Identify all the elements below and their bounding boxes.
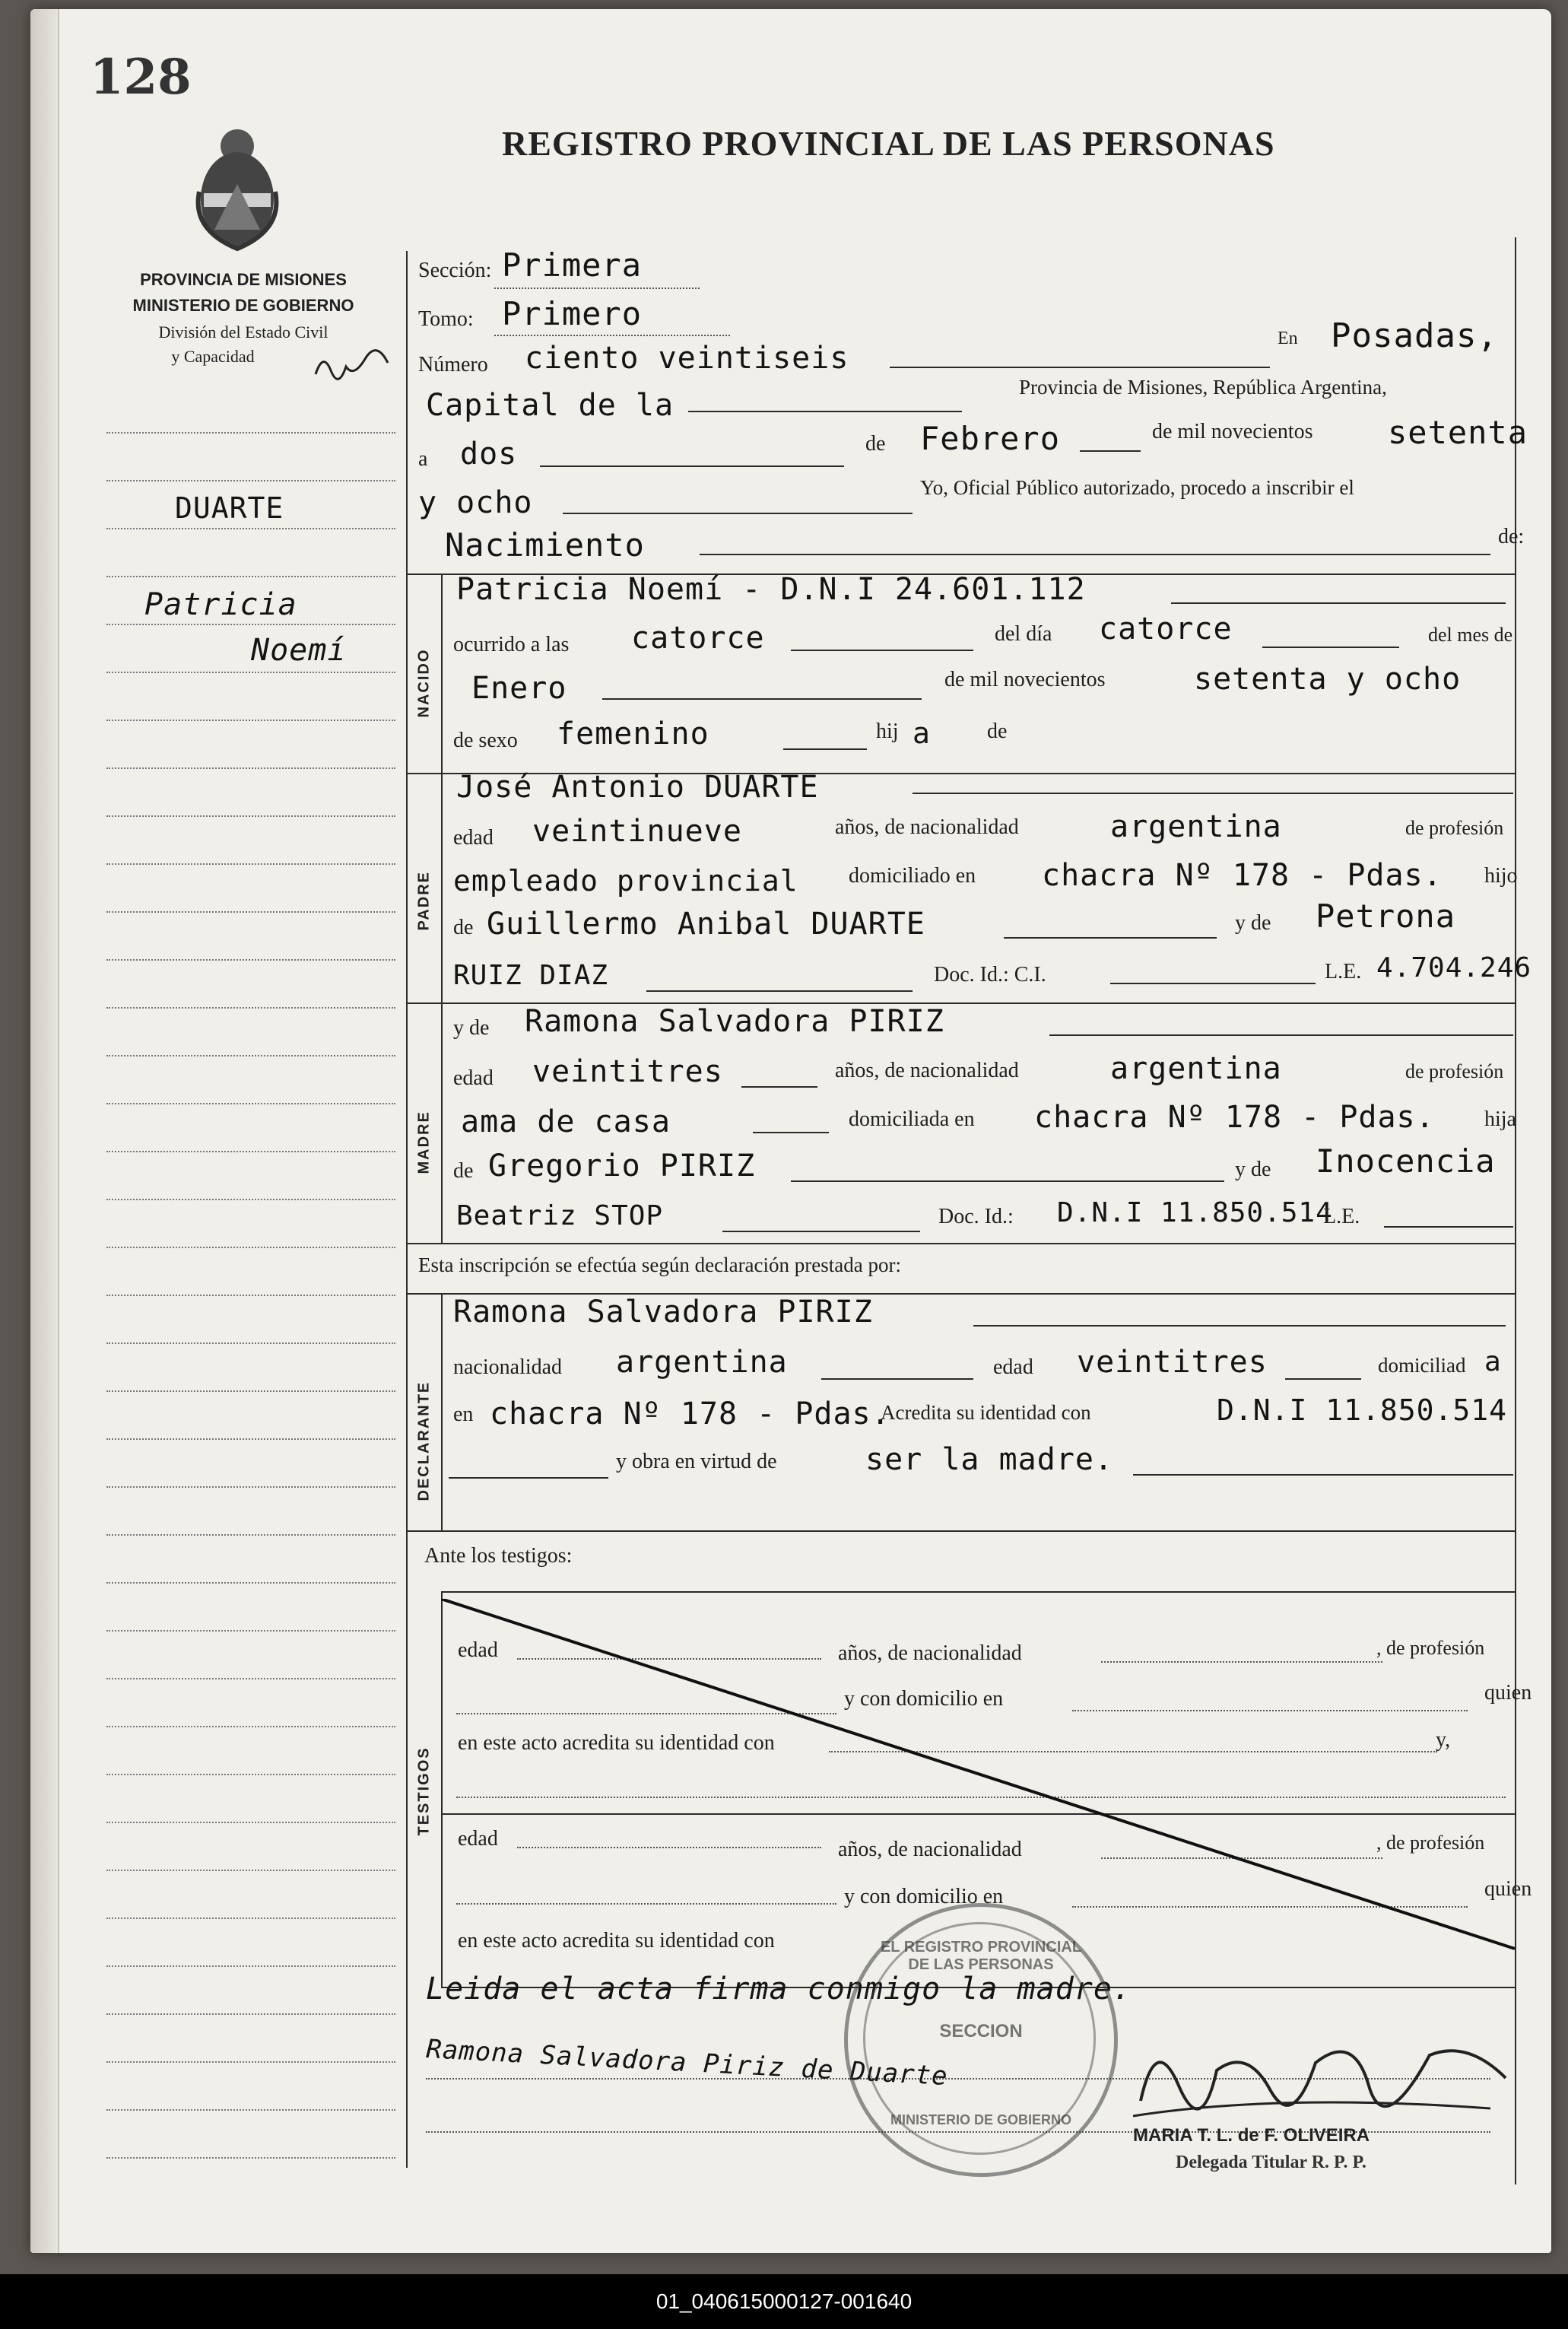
sidebar-ruled-line: [106, 1774, 395, 1775]
seccion-label: Sección:: [418, 259, 492, 282]
day-of-birth-value: catorce: [1099, 612, 1233, 647]
declarante-acredita-value: D.N.I 11.850.514: [1217, 1393, 1508, 1427]
declarante-obra-value: ser la madre.: [865, 1442, 1114, 1477]
sidebar-ruled-line: [106, 1007, 395, 1009]
madre-le-line: [1384, 1226, 1513, 1228]
sidebar-given-name-2: Noemí: [251, 633, 347, 668]
declarante-edad-line: [1285, 1378, 1361, 1380]
nacido-name-line: [1171, 602, 1506, 604]
sidebar-ruled-line: [106, 1390, 395, 1392]
mother-signature: Ramona Salvadora Piriz de Duarte: [425, 2034, 949, 2092]
declarante-nac-line: [821, 1378, 973, 1380]
sidebar-surname: DUARTE: [175, 491, 284, 525]
sidebar-ruled-line: [106, 815, 395, 817]
madre-tab: MADRE: [415, 1110, 433, 1174]
sexo-value: femenino: [557, 716, 709, 751]
padre-father-line: [1004, 937, 1217, 939]
sidebar-ruled-line: [106, 959, 395, 961]
madre-y-de-label-2: y de: [1235, 1158, 1271, 1181]
sidebar-ruled-line: [106, 2061, 395, 2063]
hour-line: [791, 650, 973, 651]
sexo-label: de sexo: [453, 729, 518, 752]
sidebar-ruled-line: [106, 576, 395, 577]
declarante-nac-label: nacionalidad: [453, 1355, 563, 1379]
sidebar-ruled-line: [106, 1534, 395, 1536]
declarante-obra-line-2: [1133, 1474, 1513, 1476]
padre-mother-value-2: RUIZ DIAZ: [453, 960, 609, 991]
padre-mother-line: [646, 990, 913, 992]
madre-hija-label: hija: [1484, 1107, 1516, 1131]
madre-prof-line: [753, 1132, 829, 1133]
sidebar-ruled-line: [106, 1055, 395, 1056]
official-name: MARIA T. L. de F. OLIVEIRA: [1133, 2125, 1370, 2146]
sidebar-ruled-line: [106, 1199, 395, 1200]
left-column-rule: [406, 251, 408, 2168]
testigos-intro: Ante los testigos:: [424, 1544, 573, 1568]
image-id-caption: 01_040615000127-001640: [0, 2274, 1568, 2329]
padre-tab: PADRE: [415, 870, 433, 931]
padre-name-line: [913, 793, 1513, 794]
padre-edad-label: edad: [453, 826, 494, 850]
sidebar-ruled-line: [106, 1630, 395, 1632]
madre-nac-label: años, de nacionalidad: [835, 1059, 1019, 1082]
tomo-label: Tomo:: [418, 307, 474, 331]
stamp-bottom-text: MINISTERIO DE GOBIERNO: [890, 2112, 1072, 2127]
madre-father-value: Gregorio PIRIZ: [488, 1149, 756, 1184]
hija-label: hij: [876, 720, 899, 743]
sidebar-ruled-line: [106, 911, 395, 913]
declarante-tab-rule: [441, 1293, 443, 1530]
del-dia-label: del día: [995, 622, 1052, 646]
padre-name-value: José Antonio DUARTE: [456, 770, 819, 805]
month-value: Febrero: [920, 420, 1061, 457]
madre-bottom-rule: [406, 1243, 1516, 1244]
sidebar-ruled-line: [106, 480, 395, 481]
declarante-name-line: [973, 1325, 1506, 1327]
declarante-edad-label: edad: [993, 1355, 1033, 1379]
act-value: Nacimiento: [445, 526, 645, 564]
sidebar-ruled-line: [106, 1822, 395, 1823]
padre-le-value: 4.704.246: [1376, 952, 1532, 983]
day-value: dos: [460, 437, 518, 472]
declarante-obra-label: y obra en virtud de: [616, 1450, 777, 1473]
sidebar-division: División del Estado Civil: [158, 323, 329, 342]
nacido-de-label: de: [987, 720, 1008, 743]
tomo-line: [494, 335, 730, 336]
padre-father-value: Guillermo Anibal DUARTE: [487, 907, 925, 942]
declarante-dom-value: chacra Nº 178 - Pdas.: [490, 1396, 890, 1431]
numero-label: Número: [418, 353, 488, 377]
page-title: REGISTRO PROVINCIAL DE LAS PERSONAS: [502, 124, 1275, 163]
month-of-birth-line: [602, 698, 922, 700]
year-line: [563, 513, 913, 514]
madre-y-de-label: y de: [453, 1016, 490, 1040]
hour-value: catorce: [631, 621, 765, 656]
testigo1-edad-label: edad: [458, 1638, 498, 1662]
nacido-tab: NACIDO: [415, 648, 433, 718]
closing-statement: Leida el acta firma conmigo la madre.: [426, 1972, 1132, 2006]
madre-edad-label: edad: [453, 1066, 494, 1090]
sidebar-capacity: y Capacidad: [171, 347, 255, 366]
capital-value: Capital de la: [426, 388, 674, 423]
day-line: [540, 465, 844, 467]
capital-line: [688, 411, 962, 412]
sexo-line: [783, 748, 867, 750]
page-number: 128: [90, 49, 192, 106]
numero-value: ciento veintiseis: [525, 341, 849, 376]
madre-father-line: [791, 1180, 1224, 1182]
mil-label: de mil novecientos: [1152, 420, 1313, 443]
padre-hijo-label: hijo: [1484, 864, 1518, 888]
coat-of-arms-icon: [192, 123, 283, 253]
del-mes-label: del mes de: [1428, 624, 1513, 646]
testigos-tab: TESTIGOS: [415, 1746, 433, 1836]
sidebar-ruled-line: [106, 720, 395, 721]
madre-prof-label: de profesión: [1405, 1060, 1504, 1082]
sidebar-ruled-line: [106, 672, 395, 673]
madre-name-line: [1049, 1034, 1513, 1036]
madre-doc-value: D.N.I 11.850.514: [1057, 1197, 1333, 1228]
padre-dom-label: domiciliado en: [849, 864, 976, 888]
act-line: [700, 554, 1490, 555]
official-signature-icon: [1125, 2017, 1521, 2131]
sidebar-ruled-line: [106, 1678, 395, 1679]
sidebar-ruled-line: [106, 1870, 395, 1871]
sidebar-ruled-line: [106, 767, 395, 769]
year-value-2: y ocho: [418, 485, 533, 520]
sidebar-given-name-1: Patricia: [144, 587, 297, 622]
padre-tab-rule: [441, 773, 443, 1002]
page-binding: [30, 9, 59, 2253]
padre-edad-value: veintinueve: [532, 814, 742, 849]
official-stamp: [844, 1903, 1118, 2177]
madre-mother-value-2: Beatriz STOP: [456, 1200, 664, 1231]
provincia-text: Provincia de Misiones, República Argentina,: [1019, 376, 1387, 399]
seccion-value: Primera: [502, 246, 643, 284]
madre-doc-label: Doc. Id.:: [938, 1205, 1014, 1228]
padre-nac-value: argentina: [1110, 809, 1282, 844]
tomo-value: Primero: [502, 295, 643, 332]
place-value: Posadas,: [1331, 316, 1498, 355]
madre-nac-value: argentina: [1110, 1051, 1282, 1086]
padre-y-de-label: y de: [1235, 911, 1271, 935]
en-label: En: [1278, 329, 1298, 348]
declarante-edad-value: veintitres: [1077, 1345, 1268, 1380]
de-colon-label: de:: [1498, 525, 1525, 548]
testigo2-dom-label: y con domicilio en: [844, 1885, 1004, 1908]
testigo2-acredita-label: en este acto acredita su identidad con: [458, 1929, 775, 1952]
madre-mother-line: [722, 1231, 920, 1232]
de-label: de: [865, 432, 886, 456]
madre-le-label: L.E.: [1323, 1205, 1360, 1228]
numero-line: [890, 367, 1270, 368]
padre-nac-label: años, de nacionalidad: [835, 815, 1019, 839]
padre-dom-value: chacra Nº 178 - Pdas.: [1042, 858, 1443, 893]
madre-edad-value: veintitres: [532, 1054, 723, 1089]
testigo1-quien-label: quien: [1484, 1681, 1532, 1705]
sidebar-ruled-line: [106, 1103, 395, 1104]
madre-mother-value-1: Inocencia: [1316, 1142, 1496, 1180]
sidebar-ruled-line: [106, 624, 395, 625]
padre-prof-value: empleado provincial: [453, 864, 798, 898]
nacido-tab-rule: [441, 574, 443, 773]
sidebar-ministry: MINISTERIO DE GOBIERNO: [132, 296, 354, 315]
sidebar-ruled-line: [106, 2109, 395, 2111]
sidebar-ruled-line: [106, 528, 395, 529]
madre-dom-label: domiciliada en: [849, 1107, 975, 1131]
oficial-text: Yo, Oficial Público autorizado, procedo a inscribir el: [920, 476, 1354, 499]
madre-edad-line: [741, 1086, 817, 1088]
stamp-top-text: EL REGISTRO PROVINCIAL DE LAS PERSONAS: [880, 1939, 1082, 1973]
initials-scribble-icon: [312, 348, 395, 386]
month-of-birth-value: Enero: [471, 671, 567, 706]
sidebar-ruled-line: [106, 1342, 395, 1344]
declaration-intro: Esta inscripción se efectúa según declaración prestada por:: [418, 1253, 901, 1276]
testigo2-quien-label: quien: [1484, 1877, 1532, 1901]
sidebar-ruled-line: [106, 1582, 395, 1584]
madre-dom-value: chacra Nº 178 - Pdas.: [1034, 1100, 1435, 1135]
hija-value: a: [913, 716, 931, 750]
register-page: [30, 9, 1551, 2253]
sidebar-ruled-line: [106, 1151, 395, 1152]
declarante-bottom-rule: [406, 1530, 1516, 1532]
year-value-1: setenta: [1388, 414, 1528, 451]
sidebar-ruled-line: [106, 1486, 395, 1488]
testigo2-prof-label: , de profesión: [1376, 1832, 1485, 1854]
padre-doc-label: Doc. Id.: C.I.: [934, 963, 1046, 987]
sidebar-ruled-line: [106, 2013, 395, 2015]
declarante-name-value: Ramona Salvadora PIRIZ: [453, 1295, 873, 1330]
seccion-line: [494, 288, 700, 289]
madre-tab-rule: [441, 1002, 443, 1243]
sidebar-province: PROVINCIA DE MISIONES: [140, 270, 347, 289]
sidebar-ruled-line: [106, 1726, 395, 1727]
padre-prof-label: de profesión: [1405, 817, 1504, 839]
declarante-nac-value: argentina: [616, 1345, 788, 1380]
sidebar-ruled-line: [106, 1438, 395, 1440]
stamp-mid-text: SECCION: [939, 2021, 1023, 2041]
madre-name-value: Ramona Salvadora PIRIZ: [525, 1004, 944, 1039]
testigo2-edad-label: edad: [458, 1827, 498, 1851]
padre-mother-value-1: Petrona: [1316, 898, 1456, 935]
nacido-name-value: Patricia Noemí - D.N.I 24.601.112: [456, 572, 1086, 607]
declarante-acredita-label: Acredita su identidad con: [881, 1401, 1091, 1424]
testigo1-y-label: y,: [1436, 1728, 1451, 1752]
madre-de-label: de: [453, 1159, 474, 1183]
official-title: Delegada Titular R. P. P.: [1176, 2153, 1366, 2172]
declarante-tab: DECLARANTE: [415, 1381, 433, 1501]
fecha-a-label: a: [418, 447, 428, 471]
testigo2-nac-label: años, de nacionalidad: [838, 1838, 1022, 1861]
sidebar-ruled-line: [106, 1295, 395, 1296]
day-of-birth-line: [1262, 647, 1399, 648]
testigo1-acredita-label: en este acto acredita su identidad con: [458, 1731, 775, 1755]
declarante-dom-label: domiciliad: [1378, 1354, 1466, 1377]
month-line: [1080, 450, 1141, 452]
padre-de-label: de: [453, 916, 474, 939]
nacido-mil-label: de mil novecientos: [944, 668, 1106, 691]
sidebar-ruled-line: [106, 2157, 395, 2159]
sidebar-ruled-line: [106, 863, 395, 865]
testigo1-dom-label: y con domicilio en: [844, 1687, 1004, 1711]
padre-le-label: L.E.: [1325, 960, 1362, 983]
testigo1-nac-label: años, de nacionalidad: [838, 1641, 1022, 1665]
year-of-birth-value: setenta y ocho: [1194, 662, 1462, 697]
padre-ci-line: [1110, 983, 1316, 984]
sidebar-ruled-line: [106, 432, 395, 434]
testigo1-prof-label: , de profesión: [1376, 1637, 1485, 1659]
declarante-obra-line-1: [449, 1477, 608, 1479]
sidebar-ruled-line: [106, 1918, 395, 1919]
testigos-top-rule: [441, 1591, 1516, 1593]
declarante-dom-suffix: a: [1484, 1346, 1502, 1377]
declarante-en-label: en: [453, 1403, 474, 1426]
sidebar-ruled-line: [106, 1247, 395, 1248]
madre-prof-value: ama de casa: [461, 1104, 671, 1139]
ocurrido-label: ocurrido a las: [453, 633, 570, 656]
sidebar-ruled-line: [106, 1965, 395, 1967]
